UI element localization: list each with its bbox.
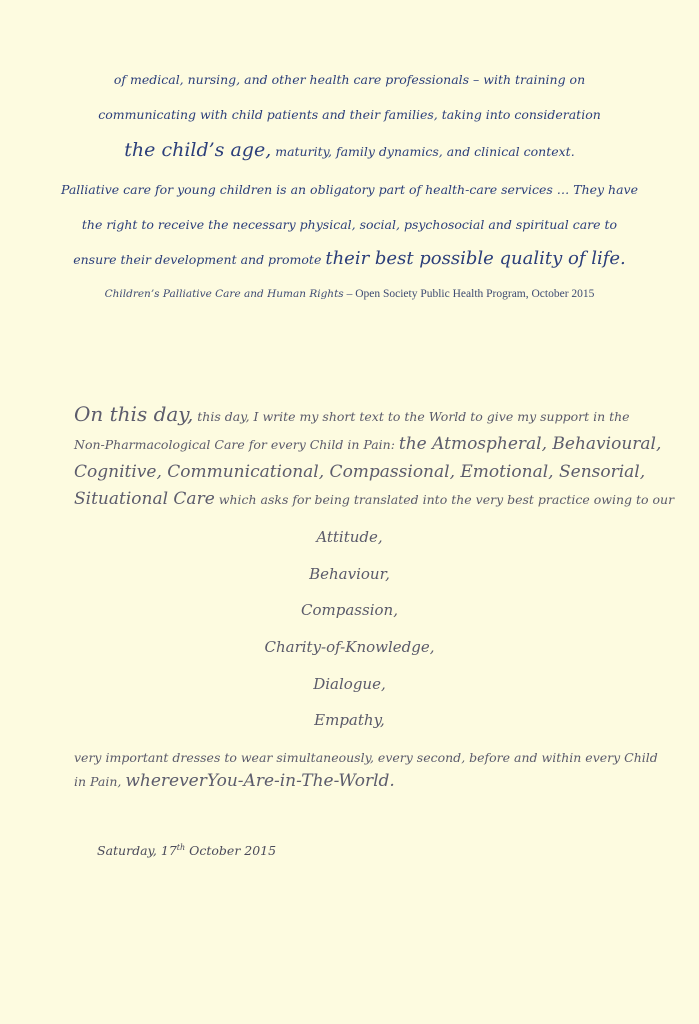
list-item-behaviour: Behaviour, [309, 565, 390, 583]
closing-line-2 [74, 771, 395, 791]
main-emphasis-on-this-day: On this day, [74, 402, 194, 426]
list-item-compassion: Compassion, [301, 601, 398, 619]
quote-emphasis-childs-age: the child’s age, [124, 139, 272, 161]
main-line-1 [74, 402, 630, 426]
closing-line-1: very important dresses to wear simultaneously, every second, before and within every Child [74, 750, 658, 765]
quote-line-4: Palliative care for young children is an obligatory part of health-care services … They have [60, 182, 639, 197]
main-line-1-rest: this day, I write my short text to the World to give my support in the [193, 409, 630, 424]
quote-line-6-start: ensure their development and promote [73, 252, 326, 267]
quote-line-3 [0, 139, 699, 161]
closing-line-2-start: in Pain, [74, 774, 126, 789]
quote-citation [0, 288, 699, 300]
date-line [97, 843, 276, 858]
list-item-attitude: Attitude, [316, 528, 383, 546]
date-suffix: October 2015 [185, 843, 277, 859]
main-line-4 [74, 489, 674, 509]
quote-line-5: the right to receive the necessary physical, social, psychosocial and spiritual care to [81, 217, 618, 232]
main-emphasis-situational-care: Situational Care [74, 489, 215, 509]
main-emphasis-care-types: the Atmospheral, Behavioural, [398, 434, 662, 454]
date-prefix: Saturday, 17 [97, 843, 177, 859]
list-item-charity-of-knowledge: Charity-of-Knowledge, [264, 638, 435, 656]
quote-line-2: communicating with child patients and their families, taking into consideration [98, 107, 601, 122]
date-superscript: th [176, 843, 186, 852]
main-care-types-continued: Cognitive, Communicational, Compassional, Emotional, Sensorial, [74, 462, 646, 482]
list-item-dialogue: Dialogue, [313, 675, 386, 693]
quote-line-6 [0, 248, 699, 269]
main-line-4-rest: which asks for being translated into the very best practice owing to our [214, 492, 675, 507]
list-item-empathy: Empathy, [314, 711, 385, 729]
main-line-3 [74, 462, 645, 482]
main-line-2-start: Non-Pharmacological Care for every Child in Pain: [74, 437, 399, 452]
citation-source: – Open Society Public Health Program, October 2015 [343, 288, 595, 300]
main-line-2 [74, 434, 661, 454]
quote-line-1: of medical, nursing, and other health care professionals – with training on [113, 72, 586, 87]
quote-emphasis-quality-of-life: their best possible quality of life. [325, 248, 626, 269]
closing-emphasis-wherever: whereverYou-Are-in-The-World. [125, 771, 395, 791]
quote-line-3-rest: maturity, family dynamics, and clinical context. [271, 144, 575, 159]
citation-title: Children’s Palliative Care and Human Rights [104, 288, 344, 300]
